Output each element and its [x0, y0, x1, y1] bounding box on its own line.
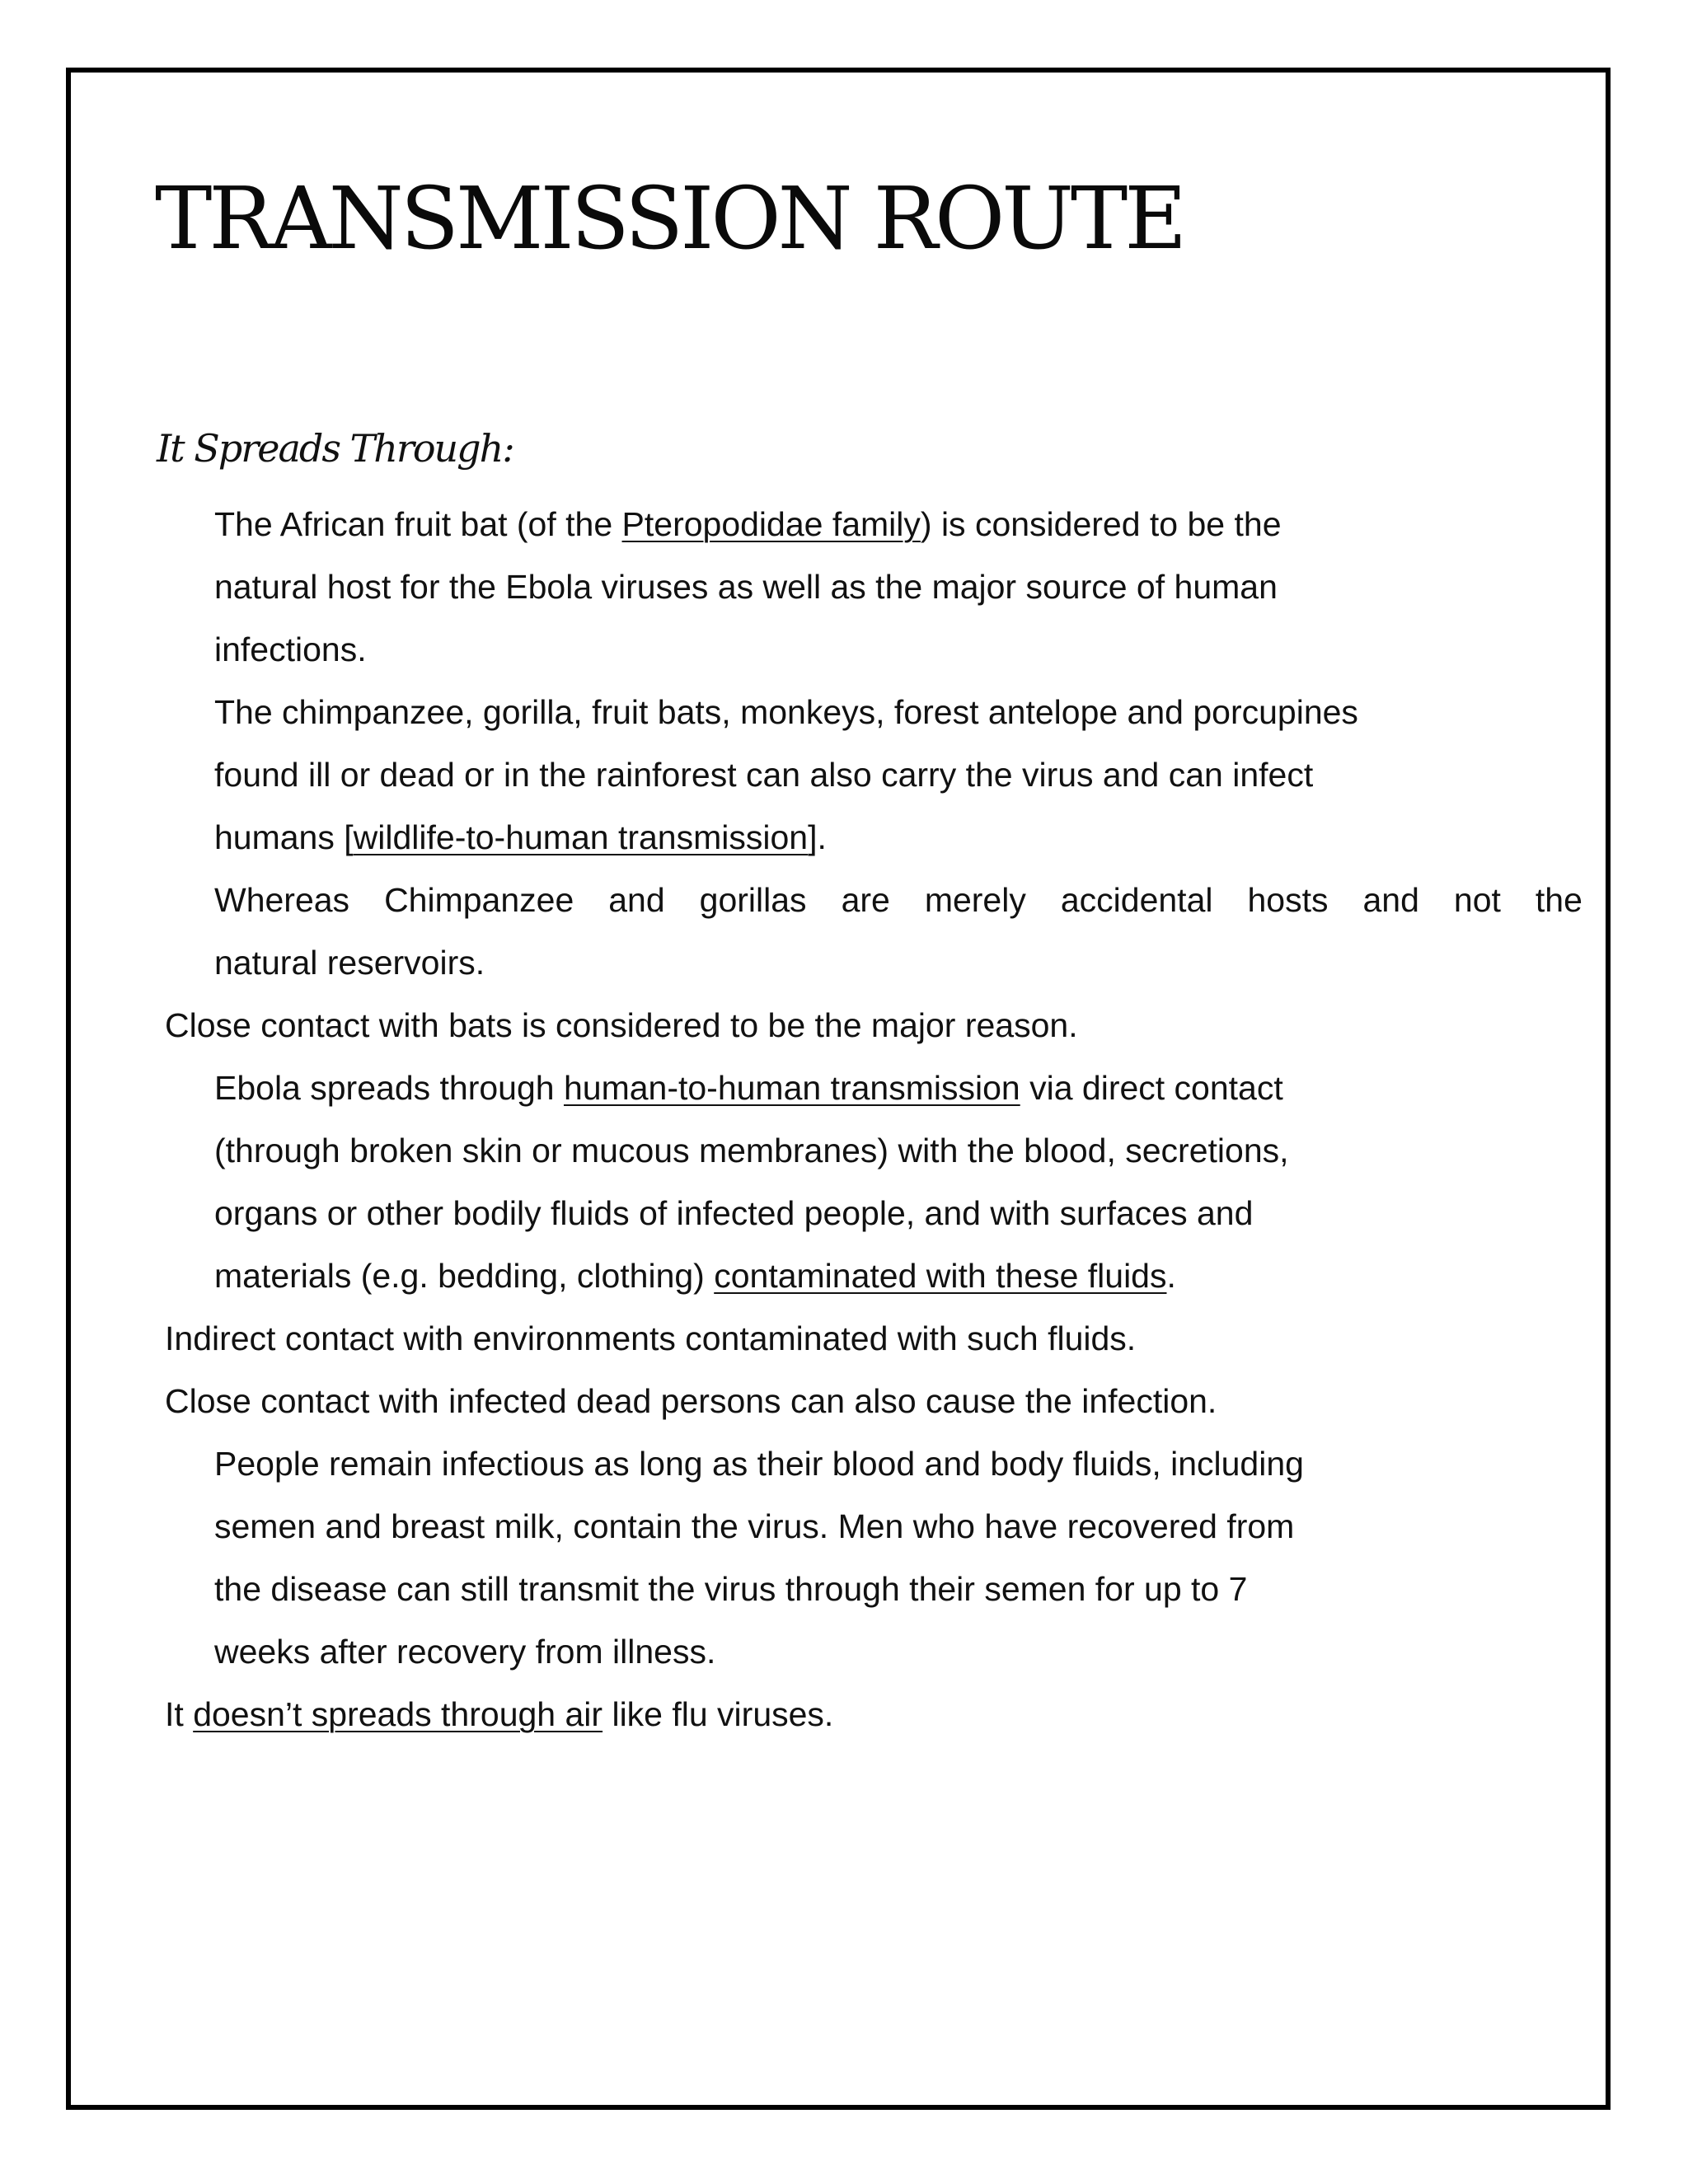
page-title: TRANSMISSION ROUTE: [155, 168, 1184, 269]
text-run: .: [1166, 1257, 1176, 1295]
text-run: humans [: [214, 818, 354, 856]
body-text: [165, 493, 1582, 1746]
text-run: ].: [808, 818, 827, 856]
text-line: natural host for the Ebola viruses as well as the major source of human: [214, 568, 1278, 606]
word: and: [1362, 881, 1419, 919]
text-line: Close contact with infected dead persons can also cause the infection.: [165, 1382, 1217, 1420]
text-line: semen and breast milk, contain the virus. Men who have recovered from: [214, 1507, 1295, 1545]
text-line: (through broken skin or mucous membranes) with the blood, secretions,: [214, 1132, 1289, 1169]
word: the: [1535, 881, 1582, 919]
text-line: organs or other bodily fluids of infected people, and with surfaces and: [214, 1194, 1254, 1232]
underlined-term: wildlife-to-human transmission: [353, 818, 809, 856]
text-line: the disease can still transmit the virus through their semen for up to 7: [214, 1570, 1248, 1608]
text-line: Indirect contact with environments contaminated with such fluids.: [165, 1319, 1137, 1357]
text-line: [165, 806, 1582, 869]
word: accidental: [1060, 881, 1213, 919]
text-line: The chimpanzee, gorilla, fruit bats, monkeys, forest antelope and porcupines: [214, 693, 1358, 731]
text-run: The African fruit bat (of the: [214, 505, 622, 543]
word: hosts: [1247, 881, 1329, 919]
text-line: [165, 1057, 1582, 1119]
underlined-term: human-to-human transmission: [563, 1069, 1020, 1107]
text-line: [165, 1683, 1582, 1746]
underlined-term: Pteropodidae family: [621, 505, 921, 543]
word: not: [1453, 881, 1501, 919]
word: merely: [924, 881, 1026, 919]
text-run: materials (e.g. bedding, clothing): [214, 1257, 715, 1295]
word: and: [608, 881, 665, 919]
text-line: natural reservoirs.: [214, 944, 485, 982]
text-line: infections.: [214, 630, 367, 668]
text-line: [165, 493, 1582, 555]
text-line: People remain infectious as long as their blood and body fluids, including: [214, 1445, 1304, 1483]
word: Whereas: [214, 881, 350, 919]
word: are: [841, 881, 890, 919]
text-line: Close contact with bats is considered to be the major reason.: [165, 1006, 1078, 1044]
text-line: [165, 1244, 1582, 1307]
underlined-term: doesn’t spreads through air: [193, 1695, 603, 1733]
text-run: It: [165, 1695, 194, 1733]
text-run: like flu viruses.: [603, 1695, 834, 1733]
word: gorillas: [699, 881, 807, 919]
text-run: Ebola spreads through: [214, 1069, 564, 1107]
underlined-term: contaminated with these fluids: [714, 1257, 1167, 1295]
text-line: found ill or dead or in the rainforest can also carry the virus and can infect: [214, 756, 1314, 794]
text-run: ) is considered to be the: [920, 505, 1282, 543]
text-line-justified: [165, 869, 1582, 931]
text-run: via direct contact: [1020, 1069, 1283, 1107]
text-line: weeks after recovery from illness.: [214, 1633, 716, 1671]
section-heading: It Spreads Through:: [157, 426, 513, 471]
word: Chimpanzee: [384, 881, 574, 919]
